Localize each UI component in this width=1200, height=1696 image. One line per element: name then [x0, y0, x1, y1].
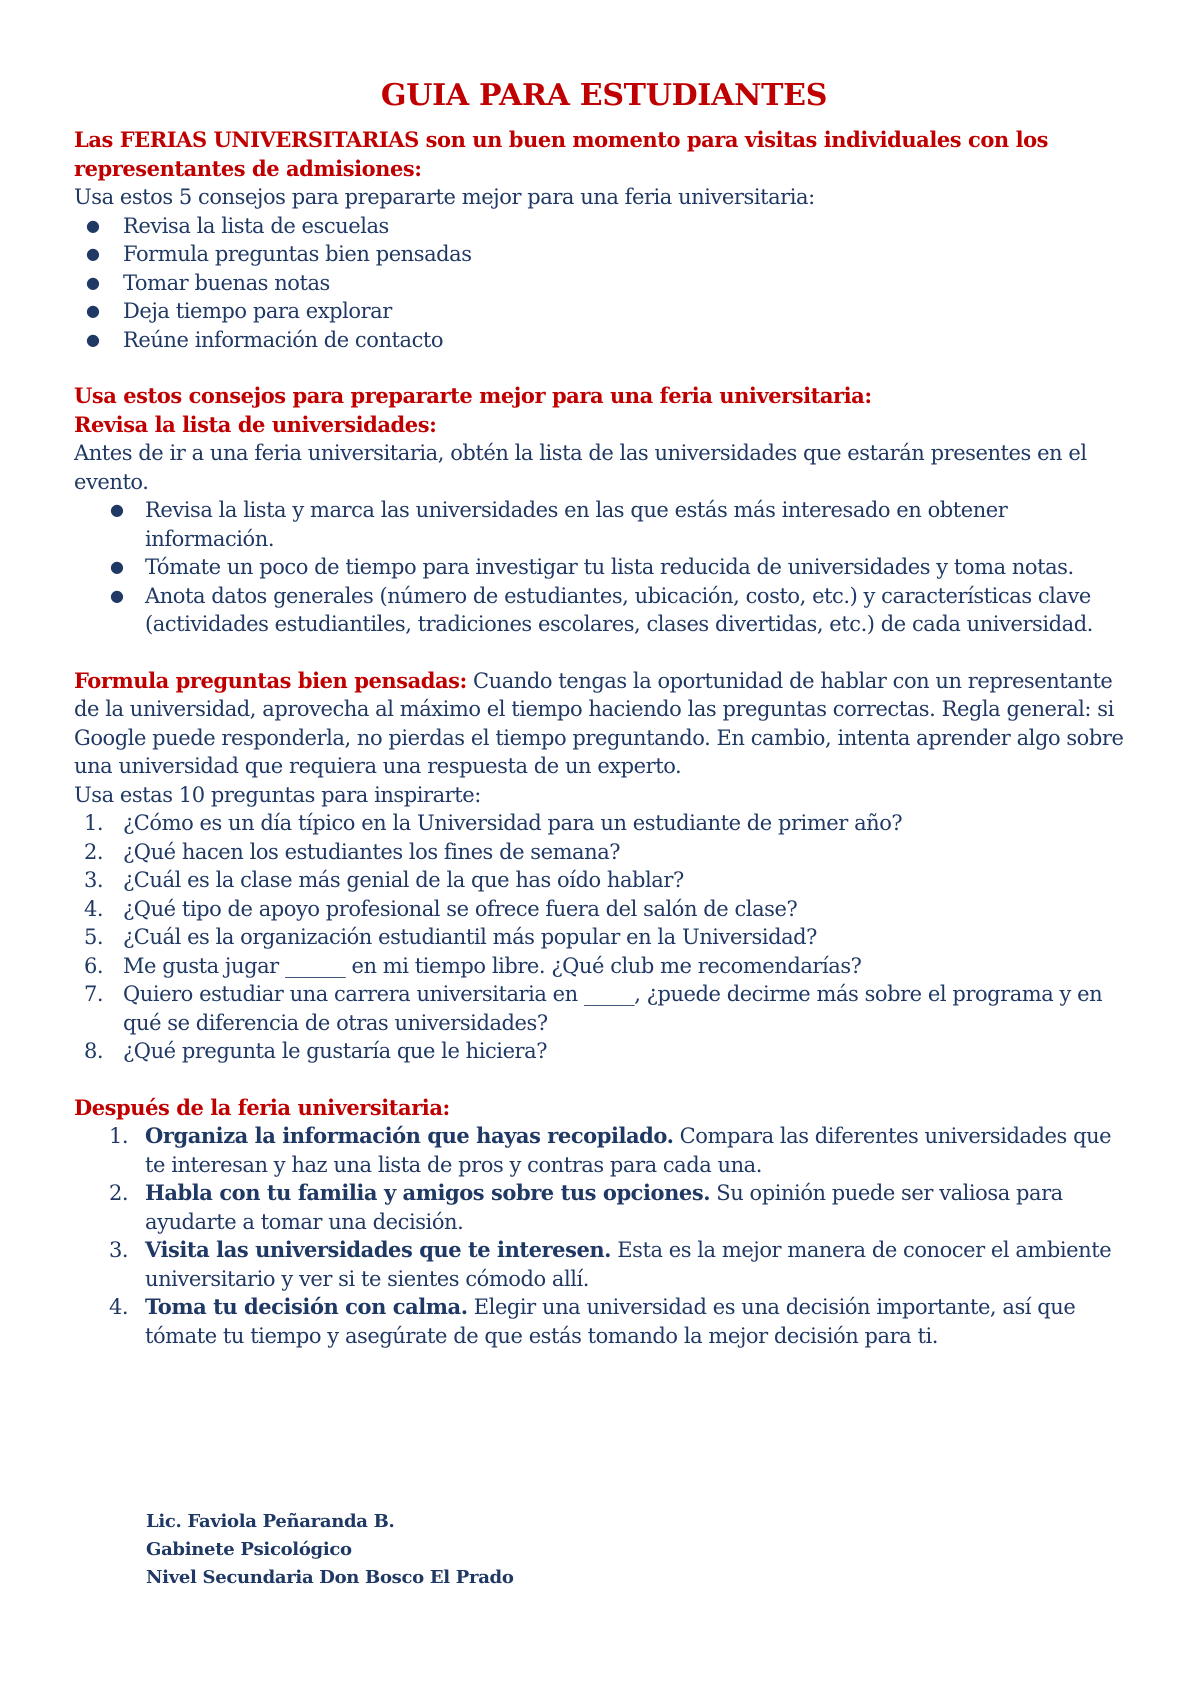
question-text: ¿Cómo es un día típico en la Universidad para un estudiante de primer año?: [123, 811, 903, 835]
section1-subheading: Revisa la lista de universidades:: [74, 411, 437, 437]
document-body: [74, 76, 1134, 1350]
question-item: 1. ¿Cómo es un día típico en la Universidad para un estudiante de primer año?: [84, 811, 903, 835]
tip-text: Revisa la lista de escuelas: [123, 213, 389, 238]
tip-item: [74, 297, 1134, 326]
section2-text: Cuando tengas la oportunidad de hablar con un representante de la universidad, aprovecha al máximo el tiempo haciendo las preguntas correctas. Regla general: si Google puede responderla, no pierdas el tiempo preguntando. En cambio, intenta aprender algo sobre una universidad que requiera una respuesta de un experto.: [74, 668, 1124, 778]
section1-text: Antes de ir a una feria universitaria, obtén la lista de las universidades que estarán presentes en el evento.: [74, 441, 1087, 494]
list-item-text: Tómate un poco de tiempo para investigar tu lista reducida de universidades y toma notas.: [145, 555, 1074, 579]
section1-heading: Usa estos consejos para prepararte mejor para una feria universitaria:: [74, 383, 872, 408]
step-bold: Toma tu decisión con calma.: [145, 1294, 468, 1319]
bullet-icon: ●: [86, 272, 100, 292]
question-item: 3. ¿Cuál es la clase más genial de la que has oído hablar?: [84, 868, 684, 892]
list-item: [74, 582, 1134, 639]
question-item: 7. Quiero estudiar una carrera universitaria en _____, ¿puede decirme más sobre el programa y en qué se diferencia de otras universidades?: [84, 982, 1103, 1035]
step-bold: Visita las universidades que te interesen.: [145, 1237, 612, 1262]
signature-school: Nivel Secundaria Don Bosco El Prado: [146, 1567, 514, 1588]
tip-text: Tomar buenas notas: [123, 270, 330, 295]
question-text: ¿Cuál es la clase más genial de la que has oído hablar?: [123, 868, 684, 892]
step-item: 4. Toma tu decisión con calma. Elegir una universidad es una decisión importante, así que tómate tu tiempo y asegúrate de que estás tomando la mejor decisión para ti.: [109, 1294, 1076, 1348]
tip-text: Deja tiempo para explorar: [123, 299, 392, 323]
step-item: 2. Habla con tu familia y amigos sobre tus opciones. Su opinión puede ser valiosa para ayudarte a tomar una decisión.: [109, 1180, 1063, 1234]
section3-heading: Después de la feria universitaria:: [74, 1094, 450, 1120]
bullet-icon: ●: [110, 557, 124, 576]
bullet-icon: ●: [110, 585, 124, 605]
step-bold: Organiza la información que hayas recopilado.: [145, 1123, 674, 1148]
tip-text: Reúne información de contacto: [123, 327, 444, 352]
question-text: ¿Qué pregunta le gustaría que le hiciera?: [123, 1039, 548, 1063]
questions-list: [74, 809, 1134, 1066]
tip-item: [74, 240, 1134, 269]
section2-paragraph: [74, 667, 1134, 781]
section2-lead: Usa estas 10 preguntas para inspirarte:: [74, 782, 481, 807]
bullet-icon: ●: [86, 244, 100, 263]
step-bold: Habla con tu familia y amigos sobre tus opciones.: [145, 1180, 711, 1205]
step-item: 3. Visita las universidades que te interesen. Esta es la mejor manera de conocer el ambiente universitario y ver si te sientes cómodo allí.: [109, 1237, 1112, 1291]
tip-text: Formula preguntas bien pensadas: [123, 242, 472, 266]
bullet-icon: ●: [86, 329, 100, 349]
tip-item: [74, 269, 1134, 298]
intro-heading: Las FERIAS UNIVERSITARIAS son un buen momento para visitas individuales con los representantes de admisiones:: [74, 127, 1049, 181]
step-item: 1. Organiza la información que hayas recopilado. Compara las diferentes universidades que te interesan y haz una lista de pros y contras para cada una.: [109, 1123, 1112, 1177]
intro-lead: Usa estos 5 consejos para prepararte mejor para una feria universitaria:: [74, 185, 815, 209]
question-item: 2. ¿Qué hacen los estudiantes los fines de semana?: [84, 839, 621, 864]
signature-office: Gabinete Psicológico: [146, 1539, 352, 1560]
question-text: ¿Qué hacen los estudiantes los fines de semana?: [123, 839, 621, 864]
steps-list: [74, 1122, 1134, 1350]
page-title: GUIA PARA ESTUDIANTES: [380, 78, 828, 113]
tip-item: [74, 326, 1134, 355]
list-item-text: Revisa la lista y marca las universidades en las que estás más interesado en obtener información.: [145, 498, 1008, 551]
signature-block: [146, 1508, 514, 1592]
bullet-icon: ●: [110, 500, 124, 519]
question-text: Me gusta jugar ______ en mi tiempo libre. ¿Qué club me recomendarías?: [123, 953, 862, 978]
list-item: [74, 553, 1134, 582]
tip-item: [74, 212, 1134, 241]
question-text: ¿Qué tipo de apoyo profesional se ofrece fuera del salón de clase?: [123, 896, 798, 921]
bullet-icon: ●: [86, 301, 100, 320]
section1-bullets: [74, 496, 1134, 639]
question-item: 6. Me gusta jugar ______ en mi tiempo libre. ¿Qué club me recomendarías?: [84, 953, 862, 978]
step-text: Compara las diferentes universidades que te interesan y haz una lista de pros y contras para cada una.: [145, 1124, 1112, 1177]
question-item: 8. ¿Qué pregunta le gustaría que le hiciera?: [84, 1039, 548, 1063]
list-item-text: Anota datos generales (número de estudiantes, ubicación, costo, etc.) y características clave (actividades estudiantiles, tradiciones escolares, clases divertidas, etc.) de cada universidad.: [145, 583, 1093, 636]
step-text: Esta es la mejor manera de conocer el ambiente universitario y ver si te sientes cómodo allí.: [145, 1238, 1112, 1291]
question-item: 4. ¿Qué tipo de apoyo profesional se ofrece fuera del salón de clase?: [84, 896, 798, 921]
signature-name: Lic. Faviola Peñaranda B.: [146, 1511, 395, 1532]
tips-list: [74, 212, 1134, 355]
list-item: [74, 496, 1134, 553]
section2-heading: Formula preguntas bien pensadas:: [74, 667, 467, 693]
step-text: Su opinión puede ser valiosa para ayudarte a tomar una decisión.: [145, 1181, 1063, 1234]
bullet-icon: ●: [86, 215, 100, 235]
step-text: Elegir una universidad es una decisión importante, así que tómate tu tiempo y asegúrate de que estás tomando la mejor decisión para ti.: [145, 1295, 1076, 1348]
question-text: Quiero estudiar una carrera universitaria en _____, ¿puede decirme más sobre el programa y en qué se diferencia de otras universidades?: [123, 982, 1103, 1035]
question-text: ¿Cuál es la organización estudiantil más popular en la Universidad?: [123, 925, 817, 949]
question-item: 5. ¿Cuál es la organización estudiantil más popular en la Universidad?: [84, 925, 817, 949]
